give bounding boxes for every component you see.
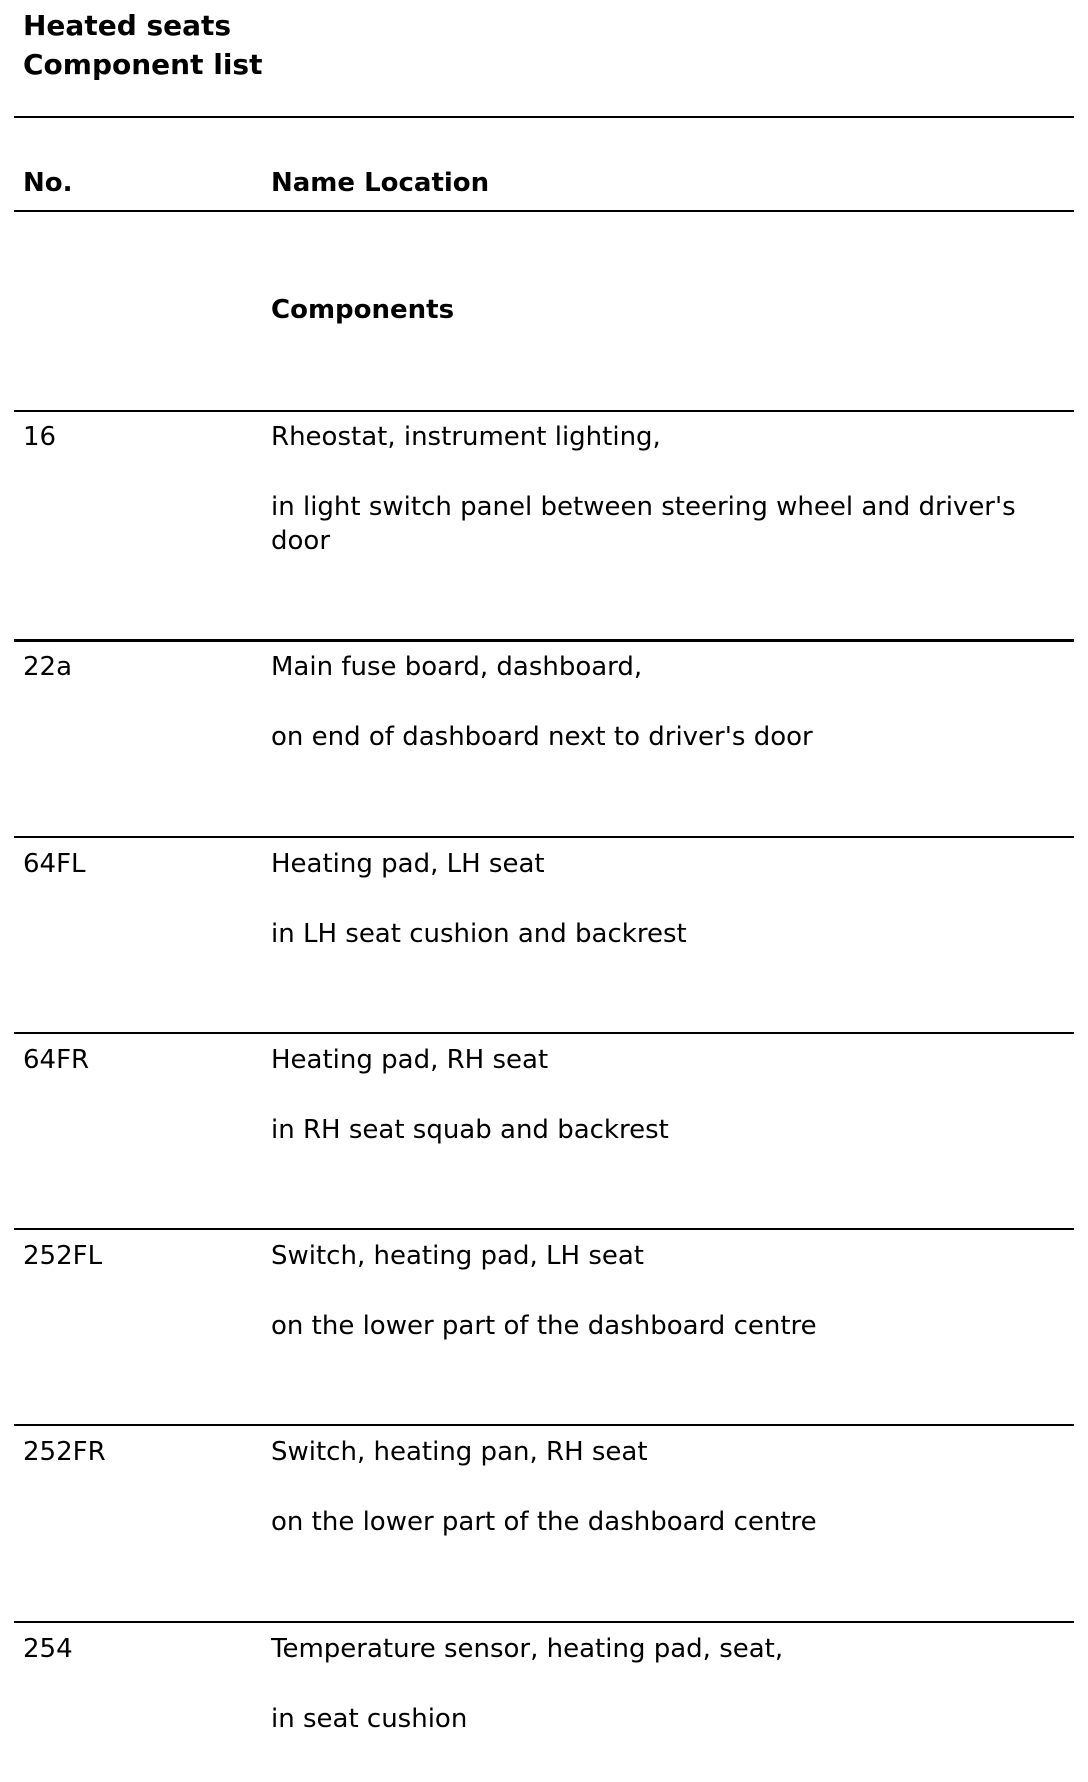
title-line-2: Component list <box>23 48 263 81</box>
row-location: in seat cushion <box>271 1704 468 1734</box>
row-name: Temperature sensor, heating pad, seat, <box>271 1634 784 1664</box>
row-divider <box>14 639 1074 642</box>
row-number: 64FL <box>23 849 86 879</box>
row-divider <box>14 410 1074 412</box>
row-name: Switch, heating pad, LH seat <box>271 1241 645 1271</box>
row-number: 254 <box>23 1634 73 1664</box>
section-label: Components <box>271 295 455 325</box>
row-name: Switch, heating pan, RH seat <box>271 1437 648 1467</box>
row-location: on the lower part of the dashboard centre <box>271 1507 817 1537</box>
row-number: 252FR <box>23 1437 106 1467</box>
row-divider <box>14 1621 1074 1623</box>
column-header-name-location: Name Location <box>271 168 490 198</box>
row-location: in light switch panel between steering wheel and driver's door <box>271 492 1016 556</box>
row-name: Heating pad, LH seat <box>271 849 545 879</box>
header-divider <box>14 210 1074 212</box>
row-number: 252FL <box>23 1241 103 1271</box>
top-divider <box>14 116 1074 118</box>
row-number: 22a <box>23 652 73 682</box>
row-name: Main fuse board, dashboard, <box>271 652 643 682</box>
row-divider <box>14 836 1074 838</box>
row-divider <box>14 1032 1074 1034</box>
row-name: Heating pad, RH seat <box>271 1045 549 1075</box>
row-number: 16 <box>23 422 57 452</box>
row-location: in LH seat cushion and backrest <box>271 919 687 949</box>
row-divider <box>14 1228 1074 1230</box>
row-name: Rheostat, instrument lighting, <box>271 422 661 452</box>
row-number: 64FR <box>23 1045 90 1075</box>
document-title <box>23 6 262 84</box>
row-location: in RH seat squab and backrest <box>271 1115 669 1145</box>
row-location: on end of dashboard next to driver's door <box>271 722 813 752</box>
title-line-1: Heated seats <box>23 9 232 42</box>
column-header-no: No. <box>23 168 73 198</box>
row-divider <box>14 1424 1074 1426</box>
row-location: on the lower part of the dashboard centre <box>271 1311 817 1341</box>
